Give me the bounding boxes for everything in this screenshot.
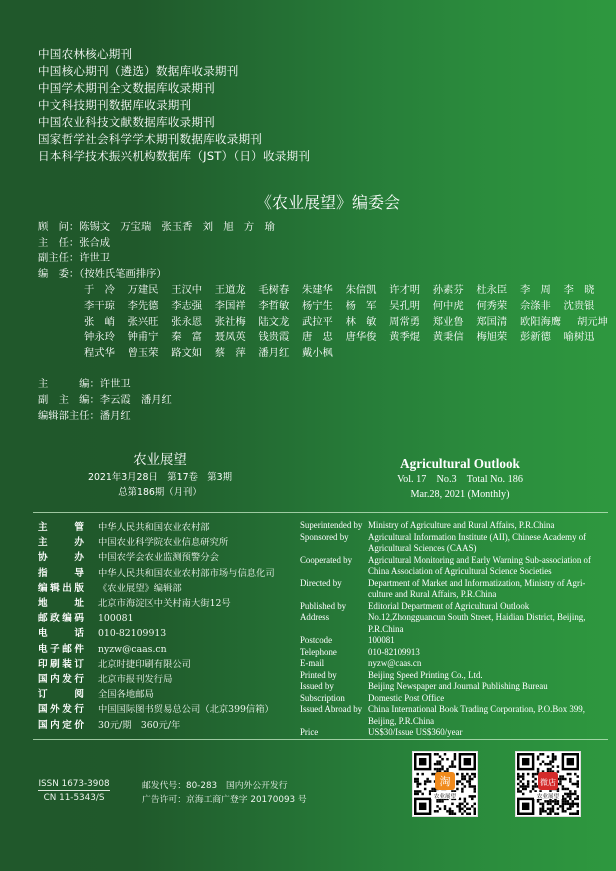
info-value: Beijing Newspaper and Journal Publishing Bureau [368,681,548,691]
info-row-en [300,704,608,727]
journal-title-en: Agricultural Outlook [400,456,520,471]
board-member: 李志强 [171,299,203,312]
info-value: Editorial Department of Agricultural Outlook [368,600,530,611]
director-value: 张合成 [79,236,111,249]
info-row-en [300,555,608,578]
board-member: 唐 忠 [301,331,333,344]
info-row-en [300,578,608,601]
info-value: 中华人民共和国农业农村部市场与信息化司 [98,567,275,579]
editorial-board-title: 《农业展望》编委会 [255,193,400,212]
indexing-item: 日本科学技术振兴机构数据库（JST）（日）收录期刊 [38,149,311,163]
deputy-director-value: 许世卫 [79,252,111,265]
info-key: 协办 [38,552,84,564]
board-member: 李哲敏 [258,299,290,312]
board-member: 彭新德 [519,331,551,344]
info-row-en [300,520,608,532]
ad-license: 广告许可：京海工商广登字 20170093 号 [142,795,307,805]
info-key: 电子邮件 [38,643,84,655]
info-row-cn [38,687,275,702]
svg-text:农业展望: 农业展望 [536,794,560,800]
issn-block [38,779,110,803]
board-member: 张社梅 [214,315,246,328]
info-value: Ministry of Agriculture and Rural Affairs, P.R.China [368,520,555,530]
editor-value: 李云霞 潘月红 [99,394,172,407]
info-value: nyzw@caas.cn [368,658,422,668]
board-member: 李 周 [519,284,551,296]
info-key: 国内发行 [38,674,84,686]
qr-code-taobao[interactable] [412,751,478,817]
editor-in-chief-row [38,376,172,392]
director-row [38,236,275,252]
info-row-cn [38,581,275,596]
board-member: 朱信凯 [345,284,377,296]
members-note: （按姓氏笔画排序） [79,267,167,280]
info-row-en [300,532,608,555]
info-value: No.12,Zhongguancun South Street, Haidian District, Beijing, P.R.China [368,612,586,634]
indexing-item: 中文科技期刊数据库收录期刊 [38,98,192,112]
info-value: Department of Market and Informatization, Ministry of Agri-culture and Rural Affairs, P.R.China [368,577,586,599]
info-value: 《农业展望》编辑部 [98,582,182,594]
members-row [84,330,616,346]
board-member: 万建民 [127,284,159,296]
info-row-en [300,681,608,693]
info-row-cn [38,611,275,626]
board-member: 于 冷 [84,284,115,296]
deputy-director-label: 副主任： [38,252,80,265]
editor-value: 潘月红 [99,410,131,423]
info-row-cn [38,657,275,672]
info-key: Price [300,727,319,737]
board-member: 王汉中 [171,284,203,296]
board-member: 杨 军 [345,299,377,312]
info-row-cn [38,535,275,550]
info-value: China International Book Trading Corporation, P.O.Box 399, Beijing, P.R.China [368,704,585,726]
info-value: 中国农业科学院农业信息研究所 [98,537,229,549]
info-key: Subscription [300,692,345,703]
director-label: 主 任： [38,236,80,249]
info-key: 指导 [38,567,84,579]
editor-label: 编辑部主任： [38,410,100,423]
deputy-director-row [38,251,275,267]
info-key: 主办 [38,537,84,549]
members-label: 编 委： [38,267,80,280]
info-value: 100081 [98,613,134,625]
board-member: 吴孔明 [389,299,421,312]
board-member: 孙素芬 [432,284,464,296]
editor-label: 副 主 编： [38,394,100,407]
board-member: 戴小枫 [301,347,333,360]
publication-info-cn [38,520,275,733]
info-value: Agricultural Monitoring and Early Warning Sub-association of China Association of Agricultural Science Societies [368,554,591,576]
info-value: nyzw@caas.cn [98,643,167,655]
board-member: 武拉平 [301,315,333,328]
info-row-en [300,658,608,670]
info-key: Printed by [300,669,337,680]
info-value: 中国国际图书贸易总公司（北京399信箱） [98,704,274,716]
indexing-item: 中国核心期刊（遴选）数据库收录期刊 [38,64,239,78]
board-member: 周常勇 [389,315,421,328]
info-key: Directed by [300,577,342,588]
info-value: Beijing Speed Printing Co., Ltd. [368,669,483,680]
board-member: 何中虎 [432,299,464,312]
info-key: Issued by [300,681,334,691]
board-member: 张 峭 [84,315,115,328]
board-member: 程式华 [84,347,115,360]
board-member: 毛树春 [258,284,290,296]
info-row-cn [38,520,275,535]
board-member: 路文如 [171,347,203,360]
journal-title-cn: 农业展望 [133,453,187,468]
board-member: 王道龙 [214,284,246,296]
info-key: 订阅 [38,689,84,701]
svg-text:微店: 微店 [540,778,556,787]
info-row-en [300,647,608,659]
board-member: 张永恩 [171,315,203,328]
board-member: 钱贵霞 [258,331,290,344]
advisors-label: 顾 问： [38,221,80,233]
issn-number: ISSN 1673-3908 [38,779,110,789]
board-member: 欧阳海鹰 [519,315,562,328]
qr-code-weidian[interactable] [515,751,581,817]
board-member: 李先德 [127,299,159,312]
cn-number: CN 11-5343/S [43,793,105,803]
info-key: Address [300,612,330,622]
info-row-en [300,635,608,647]
board-member: 黄季焜 [389,331,421,344]
board-member: 李干琼 [84,299,115,312]
divider-bottom [33,739,608,740]
journal-info-cn [60,452,260,500]
info-key: 编辑出版 [38,582,84,594]
info-row-cn [38,718,275,733]
members-row [84,299,616,315]
board-member: 许才明 [389,284,421,296]
members-row [84,315,616,331]
journal-info-en [370,455,550,502]
info-key: 主管 [38,522,84,533]
info-row-cn [38,550,275,565]
info-value: 100081 [368,635,395,645]
board-members-grid [84,283,616,362]
svg-text:淘: 淘 [439,775,451,788]
board-member: 潘月红 [258,347,290,360]
info-key: 邮政编码 [38,613,84,625]
info-value: 北京市报刊发行局 [98,674,173,686]
info-row-en [300,612,608,635]
info-key: 印刷装订 [38,658,84,670]
indexing-item: 中国农业科技文献数据库收录期刊 [38,115,215,129]
info-key: Published by [300,600,347,611]
board-member: 郑业鲁 [432,315,464,328]
info-row-cn [38,672,275,687]
board-member: 李国祥 [214,299,246,312]
board-member: 张兴旺 [127,315,159,328]
info-key: Superintended by [300,520,363,530]
info-value: 30元/期 360元/年 [98,719,181,731]
board-member: 沈贵银 [563,299,595,312]
info-key: Cooperated by [300,554,353,565]
info-row-en [300,693,608,705]
info-value: 全国各地邮局 [98,689,154,701]
info-value: US$30/Issue US$360/year [368,727,463,737]
info-key: Sponsored by [300,531,349,542]
info-value: Agricultural Information Institute (AII), Chinese Academy of Agricultural Sciences (CAAS) [368,531,587,553]
board-member: 陆文龙 [258,315,290,328]
editor-value: 许世卫 [99,378,131,390]
board-member: 曾玉荣 [127,347,159,360]
divider-top [33,512,608,513]
info-row-cn [38,626,275,641]
publication-info-en [300,520,608,739]
editor-label: 主 编： [38,378,100,390]
info-row-en [300,601,608,613]
advisors-value: 陈锡文 万宝瑞 张玉香 刘 旭 方 瑜 [79,221,275,233]
indexing-item: 国家哲学社会科学学术期刊数据库收录期刊 [38,132,263,146]
editors-block [38,376,172,425]
info-key: Issued Abroad by [300,704,363,714]
info-key: 地址 [38,598,84,610]
info-row-cn [38,702,275,717]
info-value: 北京市海淀区中关村南大街12号 [98,598,231,610]
info-row-cn [38,596,275,611]
info-value: 010-82109913 [98,628,167,640]
postal-info [142,779,307,807]
info-key: Postcode [300,635,333,645]
date-line-en: Mar.28, 2021 (Monthly) [410,488,510,500]
office-director-row [38,408,172,424]
indexing-item: 中国农林核心期刊 [38,47,133,61]
board-member: 钟甫宁 [127,331,159,344]
members-row [84,283,616,299]
info-value: 010-82109913 [368,646,420,657]
board-member: 钟永玲 [84,331,115,344]
info-value: Domestic Post Office [368,692,445,703]
info-row-cn [38,566,275,581]
qr-code-icon [413,752,477,816]
board-member: 佘涤非 [519,299,551,312]
indexing-item: 中国学术期刊全文数据库收录期刊 [38,81,215,95]
svg-text:农业展望: 农业展望 [433,794,457,800]
issue-line-cn: 2021年3月28日 第17卷 第3期 [87,472,233,483]
postal-code: 邮发代号：80-283 国内外公开发行 [142,781,288,791]
board-member: 蔡 萍 [214,347,246,360]
board-member: 何秀荣 [476,299,508,312]
board-member: 喻树迅 [563,331,595,344]
info-key: 电话 [38,628,84,640]
info-value: 北京时捷印刷有限公司 [98,658,191,670]
board-member: 聂凤英 [214,331,246,344]
info-key: 国外发行 [38,704,84,716]
board-member: 杜永臣 [476,284,508,296]
info-value: 中国农学会农业监测预警分会 [98,552,219,564]
info-row-en [300,727,608,739]
editorial-board [38,220,275,282]
board-member: 黄秉信 [432,331,464,344]
members-row [84,346,616,362]
info-key: Telephone [300,646,337,657]
info-value: 中华人民共和国农业农村部 [98,522,210,533]
board-member: 杨宁生 [301,299,333,312]
info-key: E-mail [300,658,325,668]
total-line-cn: 总第186期（月刊） [118,487,202,498]
board-member: 秦 富 [171,331,203,344]
info-row-cn [38,642,275,657]
board-member: 郑国清 [476,315,508,328]
board-member: 林 敏 [345,315,377,328]
board-member: 李 晓 [563,284,595,296]
info-row-en [300,670,608,682]
info-key: 国内定价 [38,719,84,731]
board-member: 唐华俊 [345,331,377,344]
indexing-list [38,46,310,165]
issue-line-en: Vol. 17 No.3 Total No. 186 [397,474,523,485]
members-header-row [38,267,275,283]
board-member: 梅旭荣 [476,331,508,344]
board-member: 朱建华 [301,284,333,296]
board-member: 胡元坤 [576,315,608,328]
deputy-editor-row [38,392,172,408]
advisors-row [38,220,275,236]
qr-code-icon [516,752,580,816]
